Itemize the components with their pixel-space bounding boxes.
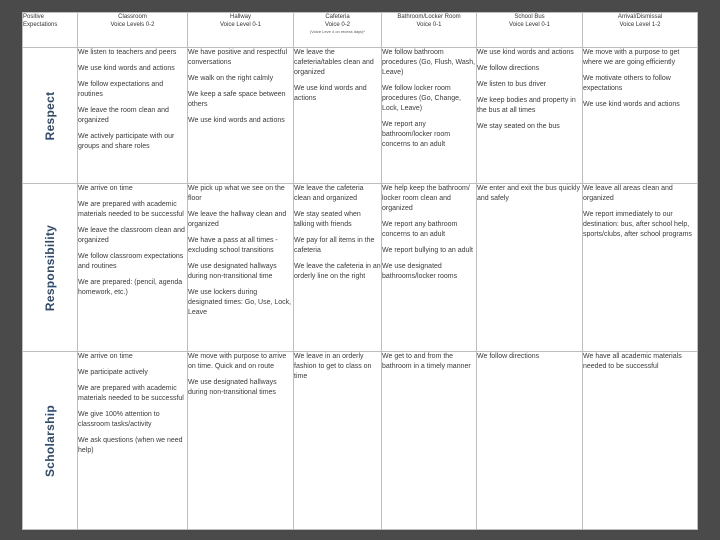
column-header-cafeteria — [294, 13, 382, 48]
expectation-item: We stay seated when talking with friends — [294, 211, 361, 228]
expectation-item: We leave the room clean and organized — [78, 107, 169, 124]
expectation-item: We use designated bathrooms/locker rooms — [382, 263, 458, 280]
column-header-bathroom-locker-room — [382, 13, 477, 48]
expectation-item: We move with purpose to arrive on time. Quick and on route — [188, 353, 287, 370]
cell-responsibility-cafeteria — [294, 184, 382, 352]
cell-respect-school-bus — [477, 48, 583, 184]
expectation-item: We motivate others to follow expectations — [583, 75, 671, 92]
expectation-item: We use kind words and actions — [188, 117, 285, 124]
expectation-item: We stay seated on the bus — [477, 123, 560, 130]
expectation-item: We use lockers during designated times: Go, Use, Lock, Leave — [188, 289, 292, 316]
expectation-item: We follow locker room procedures (Go, Change, Lock, Leave) — [382, 85, 461, 112]
cell-scholarship-hallway — [188, 352, 294, 530]
expectation-item: We leave the cafeteria clean and organized — [294, 185, 364, 202]
column-title: Bathroom/Locker Room — [397, 14, 461, 20]
expectation-item: We follow bathroom procedures (Go, Flush, Wash, Leave) — [382, 49, 476, 76]
expectation-item: We report any bathroom concerns to an adult — [382, 221, 458, 238]
expectation-item: We help keep the bathroom/ locker room clean and organized — [382, 185, 470, 212]
expectation-item: We use designated hallways during non-transitional times — [188, 379, 277, 396]
cell-scholarship-arrival-dismissal — [583, 352, 698, 530]
expectation-item: We leave the cafeteria/tables clean and organized — [294, 49, 374, 76]
matrix-row-responsibility — [23, 184, 698, 352]
row-label: Scholarship — [43, 404, 57, 477]
column-header-school-bus — [477, 13, 583, 48]
expectation-item: We report immediately to our destination: bus, after school help, sports/clubs, after school programs — [583, 211, 692, 238]
row-header-scholarship — [23, 352, 78, 530]
expectation-item: We have all academic materials needed to be successful — [583, 353, 682, 370]
expectation-item: We report any bathroom/locker room concerns to an adult — [382, 121, 451, 148]
column-note: (Voice Leve 4 on recess days)* — [309, 29, 366, 34]
cell-respect-classroom — [78, 48, 188, 184]
cell-responsibility-hallway — [188, 184, 294, 352]
expectation-item: We listen to teachers and peers — [78, 49, 177, 56]
expectations-matrix — [22, 12, 698, 530]
expectation-item: We leave the classroom clean and organized — [78, 227, 185, 244]
expectation-item: We report bullying to an adult — [382, 247, 473, 254]
column-header-hallway — [188, 13, 294, 48]
expectation-item: We listen to bus driver — [477, 81, 547, 88]
expectation-item: We get to and from the bathroom in a timely manner — [382, 353, 471, 370]
column-voice-level: Voice Level 0-1 — [508, 22, 551, 28]
row-header-respect — [23, 48, 78, 184]
column-header-classroom — [78, 13, 188, 48]
expectation-item: We pick up what we see on the floor — [188, 185, 285, 202]
matrix-row-scholarship — [23, 352, 698, 530]
expectation-item: We use kind words and actions — [477, 49, 574, 56]
column-title: Positive Expectations — [23, 14, 58, 28]
expectation-item: We are prepared with academic materials needed to be successful — [78, 201, 184, 218]
expectation-item: We are prepared: (pencil, agenda homework, etc.) — [78, 279, 183, 296]
expectation-item: We use designated hallways during non-transitional time — [188, 263, 277, 280]
column-header-arrival-dismissal — [583, 13, 698, 48]
cell-responsibility-bathroom-locker-room — [382, 184, 477, 352]
expectation-item: We use kind words and actions — [294, 85, 367, 102]
expectation-item: We use kind words and actions — [78, 65, 175, 72]
expectation-item: We give 100% attention to classroom tasks/activity — [78, 411, 160, 428]
expectation-item: We leave the cafeteria in an orderly line on the right — [294, 263, 381, 280]
row-header-responsibility — [23, 184, 78, 352]
cell-responsibility-classroom — [78, 184, 188, 352]
expectation-item: We leave all areas clean and organized — [583, 185, 673, 202]
expectation-item: We enter and exit the bus quickly and safely — [477, 185, 580, 202]
column-title: Hallway — [229, 14, 251, 20]
expectation-item: We move with a purpose to get where we are going efficiently — [583, 49, 680, 66]
column-voice-level: Voice Levels 0-2 — [110, 22, 155, 28]
expectation-item: We follow expectations and routines — [78, 81, 164, 98]
row-label: Responsibility — [43, 224, 57, 311]
expectations-matrix-sheet — [22, 12, 697, 528]
column-voice-level: Voice Level 0-1 — [219, 22, 262, 28]
column-title: Classroom — [118, 14, 147, 20]
expectation-item: We have a pass at all times - excluding school transitions — [188, 237, 278, 254]
row-label: Respect — [43, 91, 57, 140]
expectation-item: We leave in an orderly fashion to get to class on time — [294, 353, 372, 380]
expectation-item: We have positive and respectful conversations — [188, 49, 288, 66]
cell-respect-hallway — [188, 48, 294, 184]
cell-respect-cafeteria — [294, 48, 382, 184]
expectation-item: We participate actively — [78, 369, 148, 376]
cell-respect-bathroom-locker-room — [382, 48, 477, 184]
expectation-item: We arrive on time — [78, 353, 133, 360]
cell-scholarship-school-bus — [477, 352, 583, 530]
expectation-item: We are prepared with academic materials needed to be successful — [78, 385, 184, 402]
column-voice-level: Voice Level 1-2 — [619, 22, 661, 28]
cell-responsibility-arrival-dismissal — [583, 184, 698, 352]
expectation-item: We use kind words and actions — [583, 101, 680, 108]
cell-scholarship-cafeteria — [294, 352, 382, 530]
expectation-item: We leave the hallway clean and organized — [188, 211, 287, 228]
column-title: Cafeteria — [325, 14, 350, 20]
expectation-item: We keep bodies and property in the bus at all times — [477, 97, 576, 114]
expectation-item: We keep a safe space between others — [188, 91, 286, 108]
expectation-item: We pay for all items in the cafeteria — [294, 237, 375, 254]
cell-scholarship-bathroom-locker-room — [382, 352, 477, 530]
expectation-item: We ask questions (when we need help) — [78, 437, 183, 454]
column-voice-level: Voice 0-1 — [416, 22, 442, 28]
column-voice-level: Voice 0-2 — [324, 22, 351, 28]
column-title: School Bus — [514, 14, 545, 20]
matrix-row-respect — [23, 48, 698, 184]
column-header-expectations — [23, 13, 78, 48]
expectation-item: We follow classroom expectations and routines — [78, 253, 184, 270]
header-row — [23, 13, 698, 48]
expectation-item: We follow directions — [477, 353, 540, 360]
expectation-item: We actively participate with our groups and share roles — [78, 133, 175, 150]
expectation-item: We walk on the right calmly — [188, 75, 274, 82]
cell-respect-arrival-dismissal — [583, 48, 698, 184]
column-title: Arrival/Dismissal — [617, 14, 663, 20]
expectation-item: We follow directions — [477, 65, 540, 72]
expectation-item: We arrive on time — [78, 185, 133, 192]
cell-scholarship-classroom — [78, 352, 188, 530]
cell-responsibility-school-bus — [477, 184, 583, 352]
